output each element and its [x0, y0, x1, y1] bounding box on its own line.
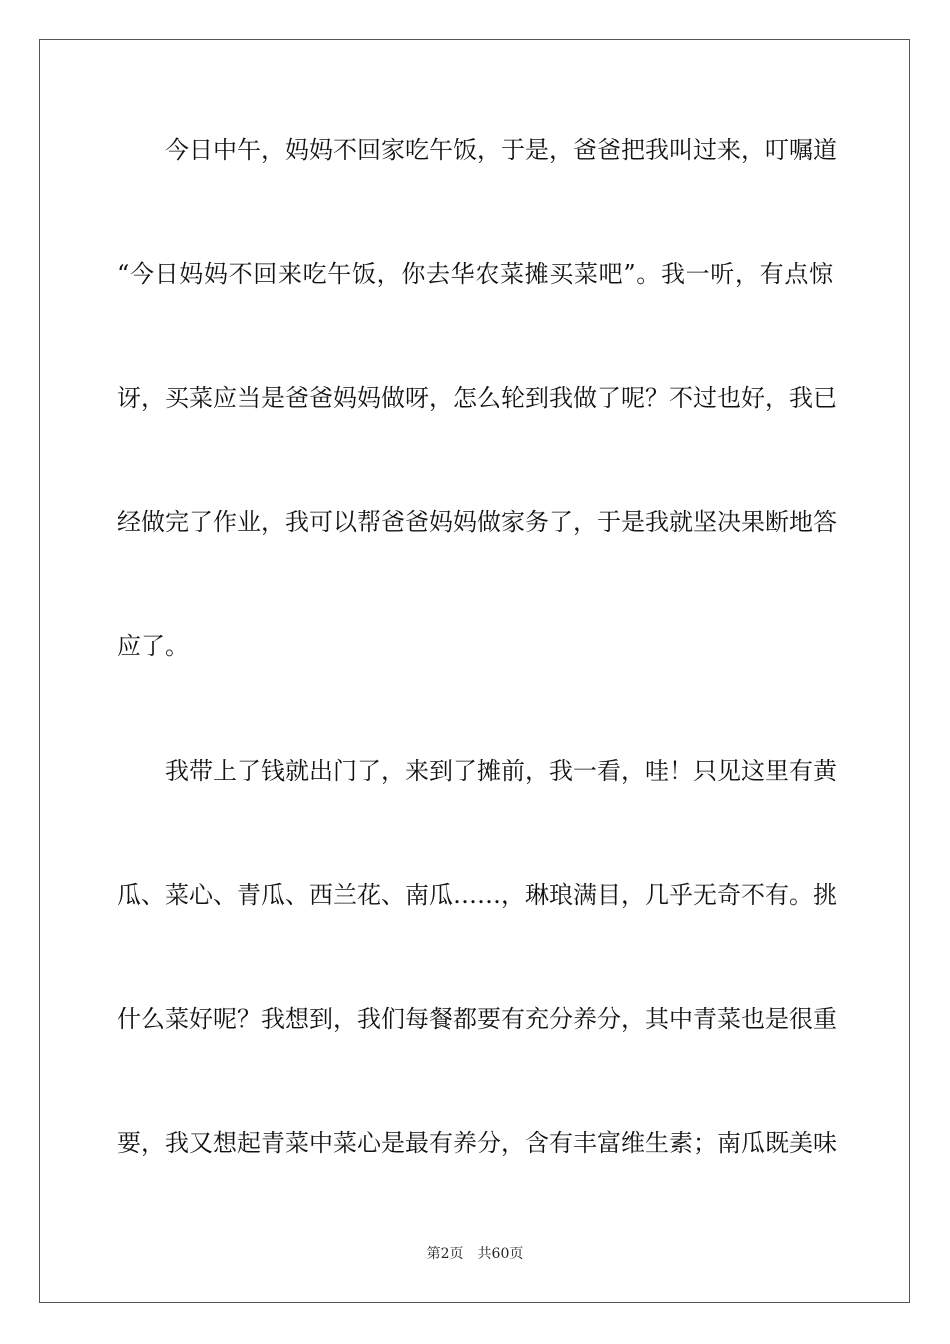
paragraph-1-line-1: 今日中午，妈妈不回家吃午饭，于是，爸爸把我叫过来，叮嘱道: [117, 136, 837, 164]
paragraph-1-line-2: “今日妈妈不回来吃午饭，你去华农菜摊买菜吧”。我一听，有点惊: [117, 260, 833, 288]
paragraph-1-line-4: 经做完了作业，我可以帮爸爸妈妈做家务了，于是我就坚决果断地答: [117, 508, 837, 536]
paragraph-2-line-2: 瓜、菜心、青瓜、西兰花、南瓜……，琳琅满目，几乎无奇不有。挑: [117, 881, 837, 909]
paragraph-1-line-5: 应了。: [117, 632, 189, 660]
paragraph-2-line-4: 要，我又想起青菜中菜心是最有养分，含有丰富维生素；南瓜既美味: [117, 1129, 837, 1157]
paragraph-2-line-3: 什么菜好呢？我想到，我们每餐都要有充分养分，其中青菜也是很重: [117, 1005, 837, 1033]
paragraph-1-line-3: 讶，买菜应当是爸爸妈妈做呀，怎么轮到我做了呢？不过也好，我已: [117, 384, 837, 412]
page-number-footer: 第2页 共60页: [426, 1246, 524, 1262]
paragraph-2-line-1: 我带上了钱就出门了，来到了摊前，我一看，哇！只见这里有黄: [117, 757, 837, 785]
page-frame: [39, 39, 910, 1303]
